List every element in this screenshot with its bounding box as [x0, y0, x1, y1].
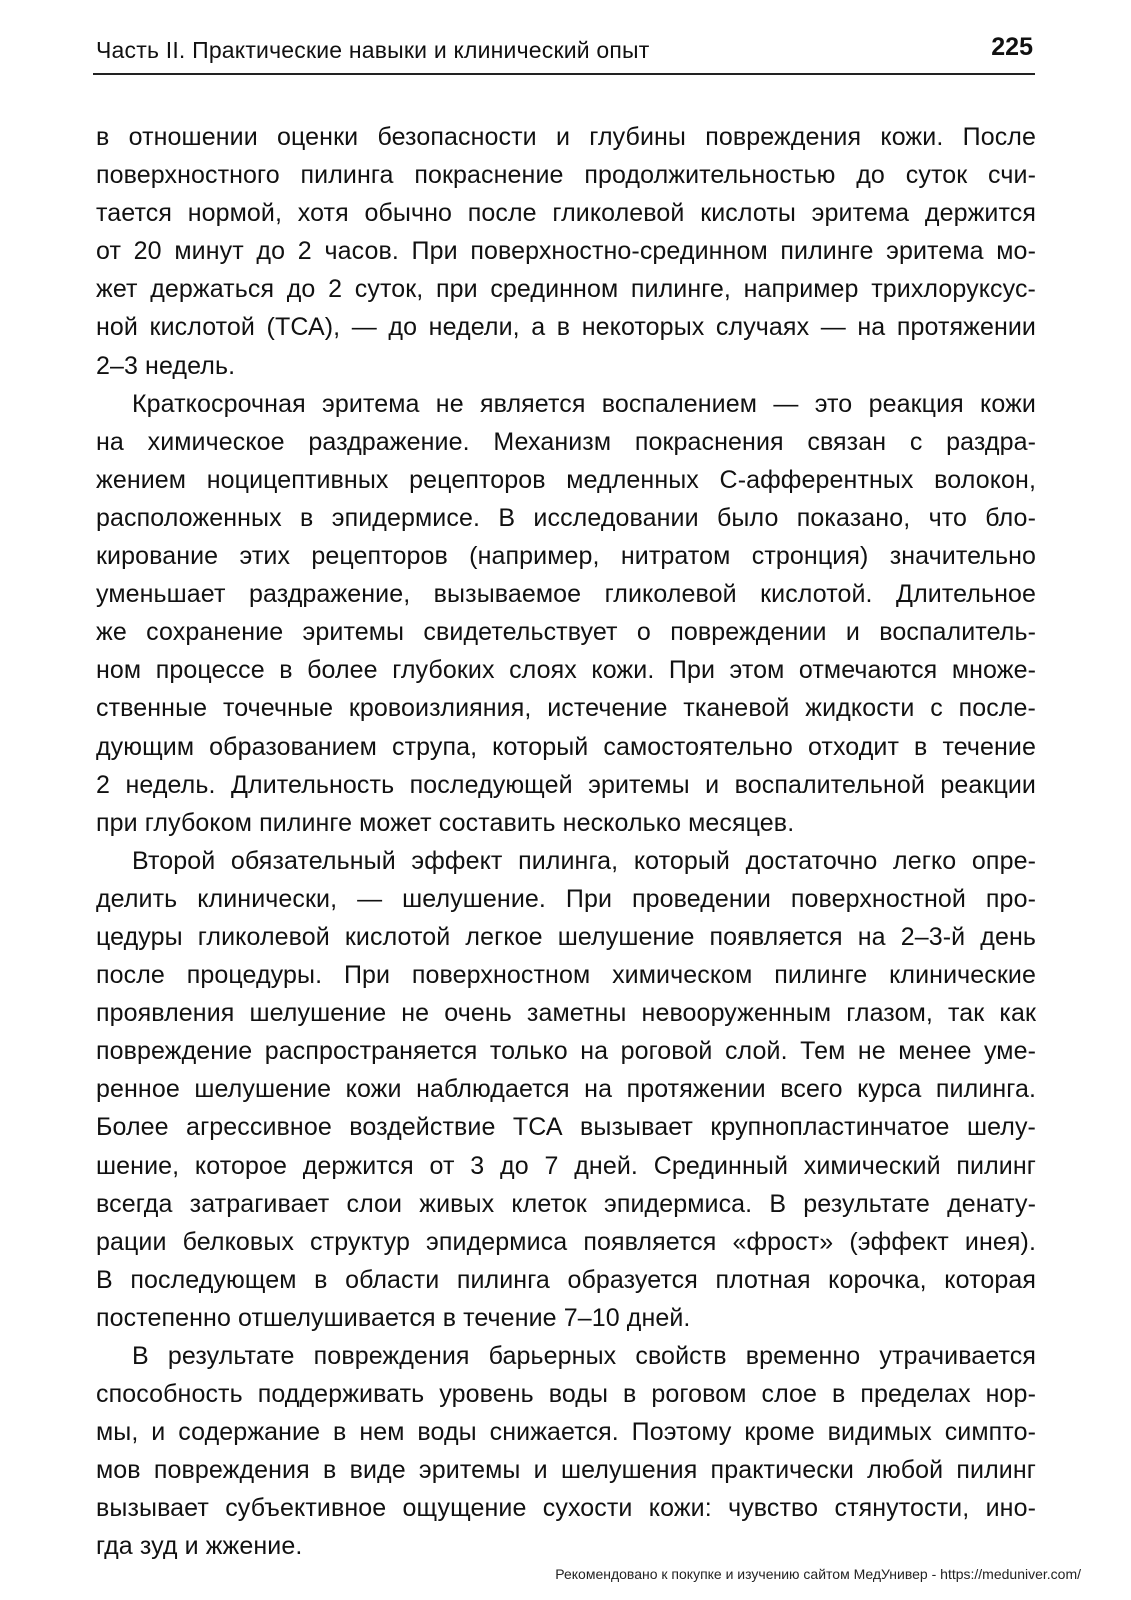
- text-line: гда зуд и жжение.: [96, 1532, 303, 1561]
- running-head: [96, 33, 1033, 73]
- text-line: Краткосрочная эритема не является воспалением — это реакция кожи: [132, 389, 1036, 418]
- text-line: кирование этих рецепторов (например, нитратом стронция) значительно: [96, 542, 1036, 571]
- footer-note: Рекомендовано к покупке и изучению сайтом МедУнивер - https://meduniver.com/: [555, 1566, 1081, 1582]
- page-number: 225: [991, 33, 1033, 61]
- text-line: Более агрессивное воздействие ТСА вызывает крупнопластинчатое шелу-: [96, 1113, 1036, 1142]
- text-line: же сохранение эритемы свидетельствует о повреждении и воспалитель-: [96, 618, 1036, 647]
- text-line: жет держаться до 2 суток, при срединном пилинге, например трихлоруксус-: [96, 275, 1036, 304]
- text-line: повреждение распространяется только на роговой слой. Тем не менее уме-: [96, 1037, 1036, 1066]
- text-line: дующим образованием струпа, который самостоятельно отходит в течение: [96, 732, 1036, 761]
- text-line: шение, которое держится от 3 до 7 дней. Срединный химический пилинг: [96, 1151, 1036, 1180]
- text-line: В результате повреждения барьерных свойств временно утрачивается: [132, 1342, 1036, 1370]
- text-line: после процедуры. При поверхностном химическом пилинге клинические: [96, 961, 1036, 990]
- text-line: вызывает субъективное ощущение сухости кожи: чувство стянутости, ино-: [96, 1494, 1036, 1523]
- text-line: В последующем в области пилинга образуется плотная корочка, которая: [96, 1265, 1036, 1294]
- text-line: мы, и содержание в нем воды снижается. Поэтому кроме видимых симпто-: [96, 1418, 1036, 1447]
- text-line: мов повреждения в виде эритемы и шелушения практически любой пилинг: [96, 1456, 1036, 1485]
- header-rule: [93, 73, 1035, 75]
- text-line: проявления шелушение не очень заметны невооруженным глазом, так как: [96, 999, 1036, 1028]
- text-line: цедуры гликолевой кислотой легкое шелушение появляется на 2–3-й день: [96, 922, 1036, 951]
- text-line: поверхностного пилинга покраснение продолжительностью до суток счи-: [96, 161, 1036, 190]
- text-line: расположенных в эпидермисе. В исследовании было показано, что бло-: [96, 503, 1036, 532]
- text-line: уменьшает раздражение, вызываемое гликолевой кислотой. Длительное: [96, 580, 1036, 609]
- text-line: жением ноцицептивных рецепторов медленных С-афферентных волокон,: [96, 465, 1036, 494]
- text-line: ренное шелушение кожи наблюдается на протяжении всего курса пилинга.: [96, 1075, 1036, 1104]
- text-line: при глубоком пилинге может составить несколько месяцев.: [96, 808, 795, 837]
- text-line: способность поддерживать уровень воды в роговом слое в пределах нор-: [96, 1380, 1036, 1409]
- body-text: [96, 118, 1036, 1566]
- text-line: ном процессе в более глубоких слоях кожи. При этом отмечаются множе-: [96, 656, 1036, 685]
- text-line: ственные точечные кровоизлияния, истечение тканевой жидкости с после-: [96, 694, 1036, 723]
- text-line: Второй обязательный эффект пилинга, который достаточно легко опре-: [132, 846, 1036, 875]
- text-line: на химическое раздражение. Механизм покраснения связан с раздра-: [96, 427, 1036, 456]
- text-line: ной кислотой (ТСА), — до недели, а в некоторых случаях — на протяжении: [96, 313, 1036, 342]
- text-line: делить клинически, — шелушение. При проведении поверхностной про-: [96, 884, 1036, 913]
- text-line: рации белковых структур эпидермиса появляется «фрост» (эффект инея).: [96, 1227, 1036, 1256]
- text-line: в отношении оценки безопасности и глубины повреждения кожи. После: [96, 123, 1036, 151]
- text-line: тается нормой, хотя обычно после гликолевой кислоты эритема держится: [96, 199, 1036, 228]
- text-line: 2 недель. Длительность последующей эритемы и воспалительной реакции: [96, 770, 1036, 799]
- text-line: всегда затрагивает слои живых клеток эпидермиса. В результате денату-: [96, 1189, 1036, 1218]
- text-line: 2–3 недель.: [96, 351, 236, 380]
- text-line: от 20 минут до 2 часов. При поверхностно-срединном пилинге эритема мо-: [96, 237, 1036, 266]
- running-title: Часть II. Практические навыки и клинический опыт: [96, 37, 650, 63]
- text-line: постепенно отшелушивается в течение 7–10 дней.: [96, 1303, 691, 1332]
